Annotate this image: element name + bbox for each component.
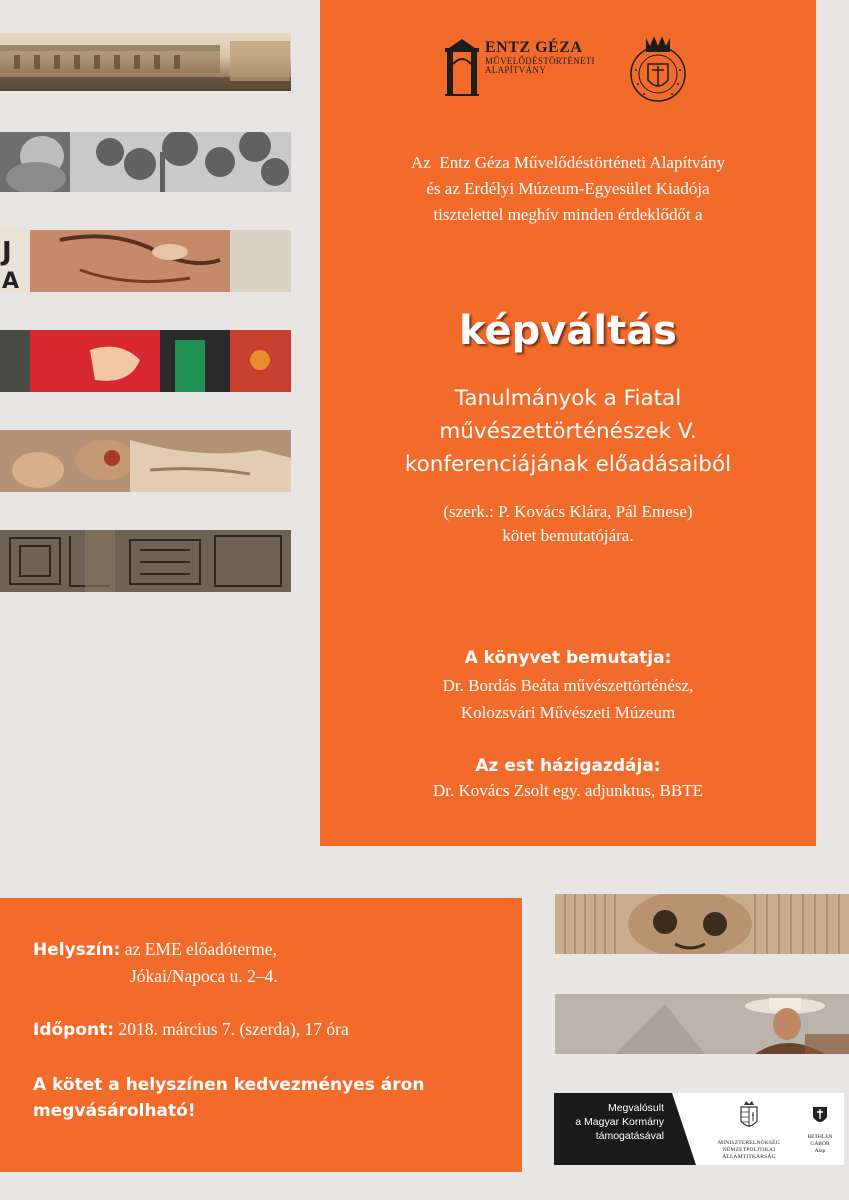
discount-note: [33, 1072, 503, 1124]
photo-strip-cowboy: [555, 994, 849, 1054]
intro-text: [320, 150, 816, 228]
host-text: Dr. Kovács Zsolt egy. adjunktus, BBTE: [433, 781, 703, 800]
sponsor-bar: [554, 1093, 844, 1165]
book-title: képváltás: [459, 308, 677, 354]
sponsor-arrow-shape: [672, 1093, 696, 1165]
entz-geza-logo: [445, 36, 595, 100]
entz-logo-sub2: ALAPÍTVÁNY: [485, 65, 546, 76]
location-value: az EME előadóterme,: [120, 939, 277, 959]
editors-line-1: (szerk.: P. Kovács Klára, Pál Emese): [443, 502, 693, 521]
bgf-line-2: Alap: [814, 1148, 826, 1154]
photo-strip-face: [0, 230, 291, 292]
time-value: 2018. március 7. (szerda), 17 óra: [114, 1019, 349, 1039]
hungarian-coat-of-arms-icon: [738, 1099, 760, 1133]
presenter-line-1: Dr. Bordás Beáta művészettörténész,: [442, 676, 694, 695]
intro-line-3: tisztelettel meghív minden érdeklődőt a: [433, 205, 703, 224]
time-label: Időpont:: [33, 1020, 115, 1040]
intro-line-1: Az Entz Géza Művelődéstörténeti Alapítvány: [411, 153, 725, 172]
photo-strip-sculpture-hands: [0, 430, 291, 492]
eme-seal-logo: [628, 30, 688, 110]
intro-line-2: és az Erdélyi Múzeum-Egyesület Kiadója: [426, 179, 710, 198]
location-label: Helyszín:: [33, 940, 121, 960]
event-info-panel: [0, 898, 522, 1172]
book-subtitle: [320, 382, 816, 481]
entz-logo-title: ENTZ GÉZA: [485, 39, 583, 56]
location-row: [33, 939, 277, 960]
presenter-label: A könyvet bemutatja:: [464, 648, 672, 668]
presenter-line-2: Kolozsvári Művészeti Múzeum: [460, 703, 676, 722]
photo-strip-painting-red: [0, 330, 291, 392]
entz-logo-sub1: MŰVELŐDÉSTÖRTÉNETI: [485, 55, 595, 66]
bgf-line-1: BETHLEN GÁBOR: [807, 1134, 833, 1147]
svg-text:A: A: [2, 269, 20, 292]
editors-text: [320, 500, 816, 548]
editors-line-2: kötet bemutatójára.: [502, 526, 634, 545]
sponsor-line-2: a Magyar Kormány: [575, 1116, 664, 1128]
sponsor-line-3: támogatásával: [595, 1130, 664, 1142]
photo-strip-statue: [0, 132, 291, 192]
gate-icon: [445, 38, 479, 96]
svg-text:J: J: [2, 237, 12, 267]
subtitle-line-1: Tanulmányok a Fiatal: [454, 386, 682, 411]
ministry-logo: [704, 1099, 794, 1161]
time-row: [33, 1019, 349, 1040]
invitation-panel: [320, 0, 816, 846]
host-label: Az est házigazdája:: [475, 756, 661, 776]
presenter-text: [320, 672, 816, 726]
sponsor-text-box: [554, 1093, 672, 1165]
sponsor-line-1: Megvalósult: [607, 1102, 664, 1114]
photo-strip-building: [0, 33, 291, 91]
discount-line-1: A kötet a helyszínen kedvezményes áron: [33, 1075, 425, 1095]
ministry-line-1: MINISZTERELNÖKSÉG: [718, 1140, 780, 1146]
bethlen-gabor-logo: [800, 1105, 840, 1155]
location-address: Jókai/Napoca u. 2–4.: [130, 966, 278, 986]
subtitle-line-2: művészettörténészek V.: [439, 419, 697, 444]
discount-line-2: megvásárolható!: [33, 1101, 196, 1121]
photo-strip-carved-head: [555, 894, 849, 954]
eme-seal-icon: [628, 30, 688, 110]
ministry-line-2: NEMZETPOLITIKAI ÁLLAMTITKÁRSÁG: [722, 1147, 776, 1160]
photo-strip-relief: [0, 530, 291, 592]
subtitle-line-3: konferenciájának előadásaiból: [404, 452, 732, 477]
bethlen-gabor-shield-icon: [811, 1105, 829, 1127]
